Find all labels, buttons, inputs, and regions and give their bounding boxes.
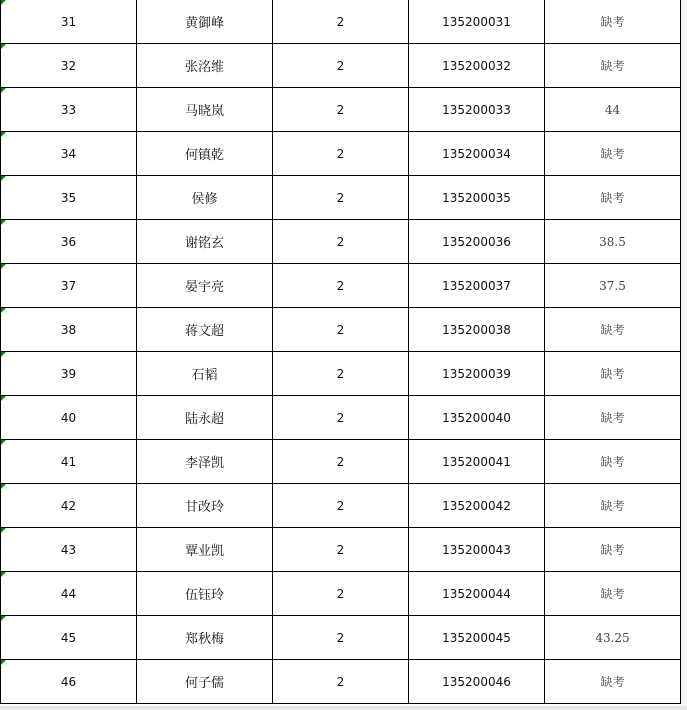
- cell-exam-id[interactable]: [409, 616, 545, 660]
- cell-name-text: 马晓岚: [184, 104, 224, 119]
- cell-number-text: 35: [60, 190, 77, 205]
- cell-name[interactable]: [137, 396, 273, 440]
- error-indicator-icon: [1, 352, 6, 357]
- cell-number[interactable]: [1, 44, 137, 88]
- cell-name[interactable]: [137, 176, 273, 220]
- cell-name[interactable]: [137, 0, 273, 44]
- cell-score[interactable]: [545, 396, 681, 440]
- cell-group[interactable]: [273, 308, 409, 352]
- error-indicator-icon: [1, 396, 6, 401]
- cell-name-text: 张洺维: [184, 60, 224, 75]
- cell-name-text: 黄御峰: [184, 16, 224, 31]
- cell-exam-id[interactable]: [409, 176, 545, 220]
- cell-score[interactable]: [545, 44, 681, 88]
- cell-name[interactable]: [137, 88, 273, 132]
- cell-group[interactable]: [273, 88, 409, 132]
- sheet-edge-right: [681, 0, 687, 706]
- cell-name[interactable]: [137, 484, 273, 528]
- table-row: [1, 308, 681, 352]
- cell-group[interactable]: [273, 352, 409, 396]
- cell-exam-id[interactable]: [409, 484, 545, 528]
- cell-exam-id[interactable]: [409, 352, 545, 396]
- cell-number-text: 34: [60, 146, 77, 161]
- cell-name-text: 何子儒: [184, 676, 224, 691]
- cell-group-text: 2: [336, 454, 345, 469]
- cell-score-text: 缺考: [600, 367, 625, 381]
- error-indicator-icon: [1, 616, 6, 621]
- cell-number-text: 33: [60, 102, 77, 117]
- cell-group-text: 2: [336, 322, 345, 337]
- cell-name-text: 谢铭玄: [184, 236, 224, 251]
- cell-number-text: 44: [60, 586, 77, 601]
- cell-number[interactable]: [1, 484, 137, 528]
- cell-score-text: 缺考: [600, 411, 625, 425]
- cell-name[interactable]: [137, 44, 273, 88]
- cell-exam-id-text: 135200038: [442, 322, 511, 337]
- cell-exam-id[interactable]: [409, 440, 545, 484]
- error-indicator-icon: [1, 176, 6, 181]
- cell-exam-id-text: 135200039: [442, 366, 511, 381]
- cell-group-text: 2: [336, 410, 345, 425]
- table-row: [1, 176, 681, 220]
- table-row: [1, 132, 681, 176]
- cell-number-text: 37: [60, 278, 77, 293]
- cell-group-text: 2: [336, 190, 345, 205]
- cell-group[interactable]: [273, 44, 409, 88]
- cell-score[interactable]: [545, 616, 681, 660]
- cell-name[interactable]: [137, 528, 273, 572]
- cell-group[interactable]: [273, 132, 409, 176]
- cell-group-text: 2: [336, 498, 345, 513]
- cell-score[interactable]: [545, 440, 681, 484]
- cell-score[interactable]: [545, 88, 681, 132]
- error-indicator-icon: [1, 528, 6, 533]
- cell-name[interactable]: [137, 220, 273, 264]
- cell-group-text: 2: [336, 542, 345, 557]
- cell-number-text: 45: [60, 630, 77, 645]
- cell-exam-id-text: 135200045: [442, 630, 511, 645]
- cell-name-text: 石韬: [191, 368, 218, 383]
- cell-name-text: 侯修: [191, 192, 218, 207]
- cell-exam-id[interactable]: [409, 308, 545, 352]
- cell-group-text: 2: [336, 234, 345, 249]
- error-indicator-icon: [1, 660, 6, 665]
- error-indicator-icon: [1, 484, 6, 489]
- cell-score[interactable]: [545, 352, 681, 396]
- cell-exam-id[interactable]: [409, 528, 545, 572]
- cell-number-text: 41: [60, 454, 77, 469]
- cell-name[interactable]: [137, 352, 273, 396]
- cell-group-text: 2: [336, 146, 345, 161]
- cell-name-text: 伍钰玲: [184, 588, 224, 603]
- cell-exam-id-text: 135200035: [442, 190, 511, 205]
- cell-exam-id[interactable]: [409, 572, 545, 616]
- cell-score[interactable]: [545, 132, 681, 176]
- cell-score[interactable]: [545, 0, 681, 44]
- cell-group[interactable]: [273, 440, 409, 484]
- cell-score[interactable]: [545, 264, 681, 308]
- error-indicator-icon: [1, 88, 6, 93]
- cell-number-text: 42: [60, 498, 77, 513]
- cell-number-text: 32: [60, 58, 77, 73]
- cell-number[interactable]: [1, 396, 137, 440]
- cell-number[interactable]: [1, 264, 137, 308]
- cell-name[interactable]: [137, 308, 273, 352]
- table-row: [1, 484, 681, 528]
- cell-group[interactable]: [273, 484, 409, 528]
- error-indicator-icon: [1, 44, 6, 49]
- cell-name-text: 李泽凯: [184, 456, 224, 471]
- cell-score[interactable]: [545, 220, 681, 264]
- cell-group-text: 2: [336, 366, 345, 381]
- cell-number[interactable]: [1, 308, 137, 352]
- cell-group[interactable]: [273, 660, 409, 704]
- cell-name-text: 覃业凯: [184, 544, 224, 559]
- cell-number-text: 46: [60, 674, 77, 689]
- cell-exam-id-text: 135200037: [442, 278, 511, 293]
- cell-score-text: 38.5: [599, 234, 626, 249]
- cell-exam-id-text: 135200031: [442, 14, 511, 29]
- cell-score-text: 43.25: [595, 630, 630, 645]
- table-body: [1, 0, 681, 704]
- table-row: [1, 660, 681, 704]
- cell-exam-id[interactable]: [409, 132, 545, 176]
- cell-number[interactable]: [1, 616, 137, 660]
- table-row: [1, 220, 681, 264]
- cell-group-text: 2: [336, 58, 345, 73]
- cell-group-text: 2: [336, 102, 345, 117]
- cell-number-text: 31: [60, 14, 77, 29]
- cell-number[interactable]: [1, 88, 137, 132]
- cell-name[interactable]: [137, 616, 273, 660]
- cell-exam-id[interactable]: [409, 264, 545, 308]
- cell-score[interactable]: [545, 572, 681, 616]
- cell-number[interactable]: [1, 572, 137, 616]
- cell-group[interactable]: [273, 0, 409, 44]
- cell-exam-id-text: 135200044: [442, 586, 511, 601]
- cell-number[interactable]: [1, 440, 137, 484]
- table-row: [1, 0, 681, 44]
- cell-number[interactable]: [1, 0, 137, 44]
- cell-exam-id-text: 135200046: [442, 674, 511, 689]
- cell-group-text: 2: [336, 586, 345, 601]
- cell-score[interactable]: [545, 484, 681, 528]
- cell-score-text: 44: [604, 102, 621, 117]
- cell-group-text: 2: [336, 630, 345, 645]
- cell-number-text: 36: [60, 234, 77, 249]
- error-indicator-icon: [1, 572, 6, 577]
- cell-exam-id-text: 135200032: [442, 58, 511, 73]
- cell-number[interactable]: [1, 176, 137, 220]
- cell-score-text: 缺考: [600, 15, 625, 29]
- cell-group[interactable]: [273, 176, 409, 220]
- cell-number-text: 43: [60, 542, 77, 557]
- error-indicator-icon: [1, 308, 6, 313]
- cell-exam-id-text: 135200042: [442, 498, 511, 513]
- cell-score[interactable]: [545, 660, 681, 704]
- cell-exam-id-text: 135200043: [442, 542, 511, 557]
- error-indicator-icon: [1, 264, 6, 269]
- cell-name[interactable]: [137, 264, 273, 308]
- cell-number[interactable]: [1, 528, 137, 572]
- cell-number[interactable]: [1, 220, 137, 264]
- table-row: [1, 572, 681, 616]
- cell-group-text: 2: [336, 14, 345, 29]
- cell-group[interactable]: [273, 264, 409, 308]
- table-row: [1, 44, 681, 88]
- cell-number[interactable]: [1, 660, 137, 704]
- table-row: [1, 396, 681, 440]
- cell-name-text: 郑秋梅: [184, 632, 224, 647]
- cell-score-text: 缺考: [600, 587, 625, 601]
- cell-name[interactable]: [137, 440, 273, 484]
- cell-score-text: 缺考: [600, 147, 625, 161]
- error-indicator-icon: [1, 440, 6, 445]
- cell-group[interactable]: [273, 396, 409, 440]
- cell-score-text: 缺考: [600, 543, 625, 557]
- cell-score-text: 缺考: [600, 191, 625, 205]
- cell-exam-id-text: 135200040: [442, 410, 511, 425]
- cell-exam-id-text: 135200041: [442, 454, 511, 469]
- cell-score-text: 缺考: [600, 675, 625, 689]
- cell-number[interactable]: [1, 352, 137, 396]
- table-row: [1, 616, 681, 660]
- cell-exam-id-text: 135200036: [442, 234, 511, 249]
- error-indicator-icon: [1, 220, 6, 225]
- cell-exam-id[interactable]: [409, 0, 545, 44]
- cell-group-text: 2: [336, 278, 345, 293]
- cell-score-text: 37.5: [599, 278, 626, 293]
- sheet-edge-bottom: [0, 706, 687, 710]
- cell-number-text: 40: [60, 410, 77, 425]
- cell-number-text: 39: [60, 366, 77, 381]
- cell-exam-id-text: 135200033: [442, 102, 511, 117]
- cell-number[interactable]: [1, 132, 137, 176]
- cell-group[interactable]: [273, 528, 409, 572]
- cell-score-text: 缺考: [600, 455, 625, 469]
- table-row: [1, 88, 681, 132]
- cell-score[interactable]: [545, 528, 681, 572]
- table-row: [1, 528, 681, 572]
- cell-score-text: 缺考: [600, 499, 625, 513]
- error-indicator-icon: [1, 132, 6, 137]
- cell-group[interactable]: [273, 572, 409, 616]
- cell-exam-id[interactable]: [409, 660, 545, 704]
- table-row: [1, 264, 681, 308]
- cell-score-text: 缺考: [600, 59, 625, 73]
- cell-name[interactable]: [137, 660, 273, 704]
- cell-name-text: 甘改玲: [184, 500, 224, 515]
- error-indicator-icon: [1, 0, 6, 5]
- cell-score[interactable]: [545, 308, 681, 352]
- cell-group[interactable]: [273, 616, 409, 660]
- cell-score[interactable]: [545, 176, 681, 220]
- cell-name-text: 蒋文超: [184, 324, 224, 339]
- cell-group-text: 2: [336, 674, 345, 689]
- cell-score-text: 缺考: [600, 323, 625, 337]
- cell-exam-id[interactable]: [409, 88, 545, 132]
- cell-exam-id[interactable]: [409, 220, 545, 264]
- table-row: [1, 352, 681, 396]
- cell-group[interactable]: [273, 220, 409, 264]
- cell-exam-id-text: 135200034: [442, 146, 511, 161]
- cell-number-text: 38: [60, 322, 77, 337]
- table-row: [1, 440, 681, 484]
- cell-exam-id[interactable]: [409, 396, 545, 440]
- cell-name-text: 晏宇亮: [184, 280, 224, 295]
- cell-name-text: 何镇乾: [184, 148, 224, 163]
- cell-name[interactable]: [137, 572, 273, 616]
- cell-name[interactable]: [137, 132, 273, 176]
- cell-name-text: 陆永超: [184, 412, 224, 427]
- cell-exam-id[interactable]: [409, 44, 545, 88]
